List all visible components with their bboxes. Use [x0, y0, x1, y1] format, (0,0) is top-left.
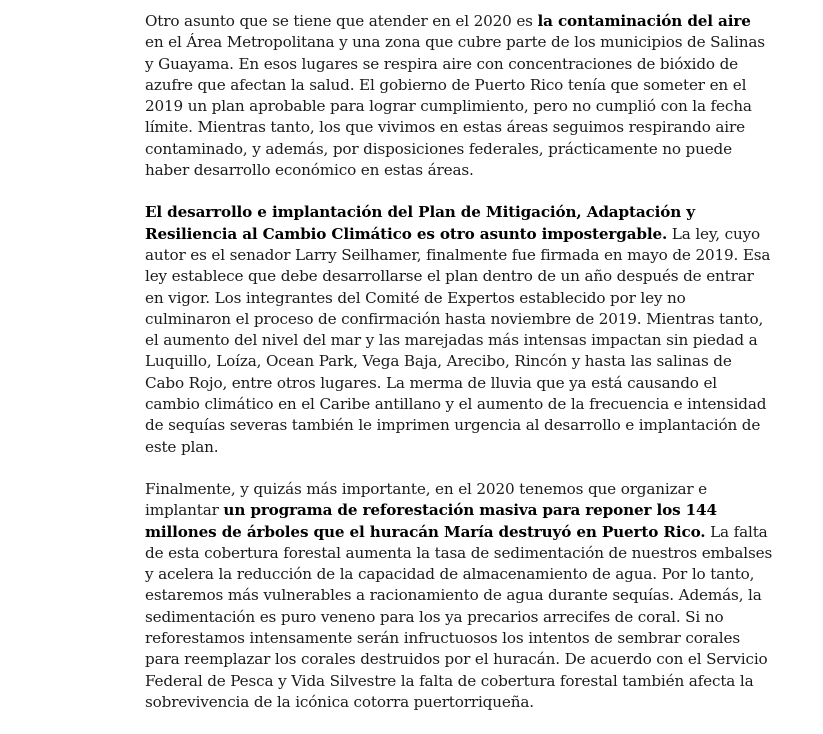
paragraph-text: La falta de esta cobertura forestal aumenta la tasa de sedimentación de nuestros embalses y acelera la reducción de la capacidad de almacenamiento de agua. Por lo tanto, estaremos más vulnerables a racionamiento de agua durante sequías. Además, la sedimentación es puro veneno para los ya precarios arrecifes de coral. Si no reforestamos intensamente serán infructuosos los intentos de sembrar corales para reemplazar los corales destruidos por el huracán. De acuerdo con el Servicio Federal de Pesca y Vida Silvestre la falta de cobertura forestal también afecta la sobrevivencia de la icónica cotorra puertorriqueña.	[145, 522, 773, 711]
paragraph-text: Finalmente, y quizás más importante, en el 2020 tenemos que organizar e implantar	[145, 479, 707, 520]
article-body	[145, 11, 773, 734]
paragraph-text: Otro asunto que se tiene que atender en el 2020 es	[145, 12, 538, 30]
paragraph-text: en el Área Metropolitana y una zona que cubre parte de los municipios de Salinas y Guayama. En esos lugares se respira aire con concentraciones de bióxido de azufre que afectan la salud. El gobierno de Puerto Rico tenía que someter en el 2019 un plan aprobable para lograr cumplimiento, pero no cumplió con la fecha límite. Mientras tanto, los que vivimos en estas áreas seguimos respirando aire contaminado, y además, por disposiciones federales, prácticamente no puede haber desarrollo económico en estas áreas.	[145, 33, 765, 180]
paragraph-reforestation	[145, 479, 773, 713]
paragraph-climate-plan	[145, 202, 773, 458]
paragraph-highlight: El desarrollo e implantación del Plan de Mitigación, Adaptación y Resiliencia al Cambio Climático es otro asunto impostergable.	[145, 203, 695, 243]
paragraph-text: La ley, cuyo autor es el senador Larry Seilhamer, finalmente fue firmada en mayo de 2019. Esa ley establece que debe desarrollarse el plan dentro de un año después de entrar en vigor. Los integrantes del Comité de Expertos establecido por ley no culminaron el proceso de confirmación hasta noviembre de 2019. Mientras tanto, el aumento del nivel del mar y las marejadas más intensas impactan sin piedad a Luquillo, Loíza, Ocean Park, Vega Baja, Arecibo, Rincón y hasta las salinas de Cabo Rojo, entre otros lugares. La merma de lluvia que ya está causando el cambio climático en el Caribe antillano y el aumento de la frecuencia e intensidad de sequías severas también le imprimen urgencia al desarrollo e implantación de este plan.	[145, 224, 771, 456]
paragraph-highlight: un programa de reforestación masiva para reponer los 144 millones de árboles que el huracán María destruyó en Puerto Rico.	[145, 501, 717, 541]
paragraph-highlight: la contaminación del aire	[537, 12, 751, 30]
paragraph-air-pollution	[145, 11, 773, 181]
